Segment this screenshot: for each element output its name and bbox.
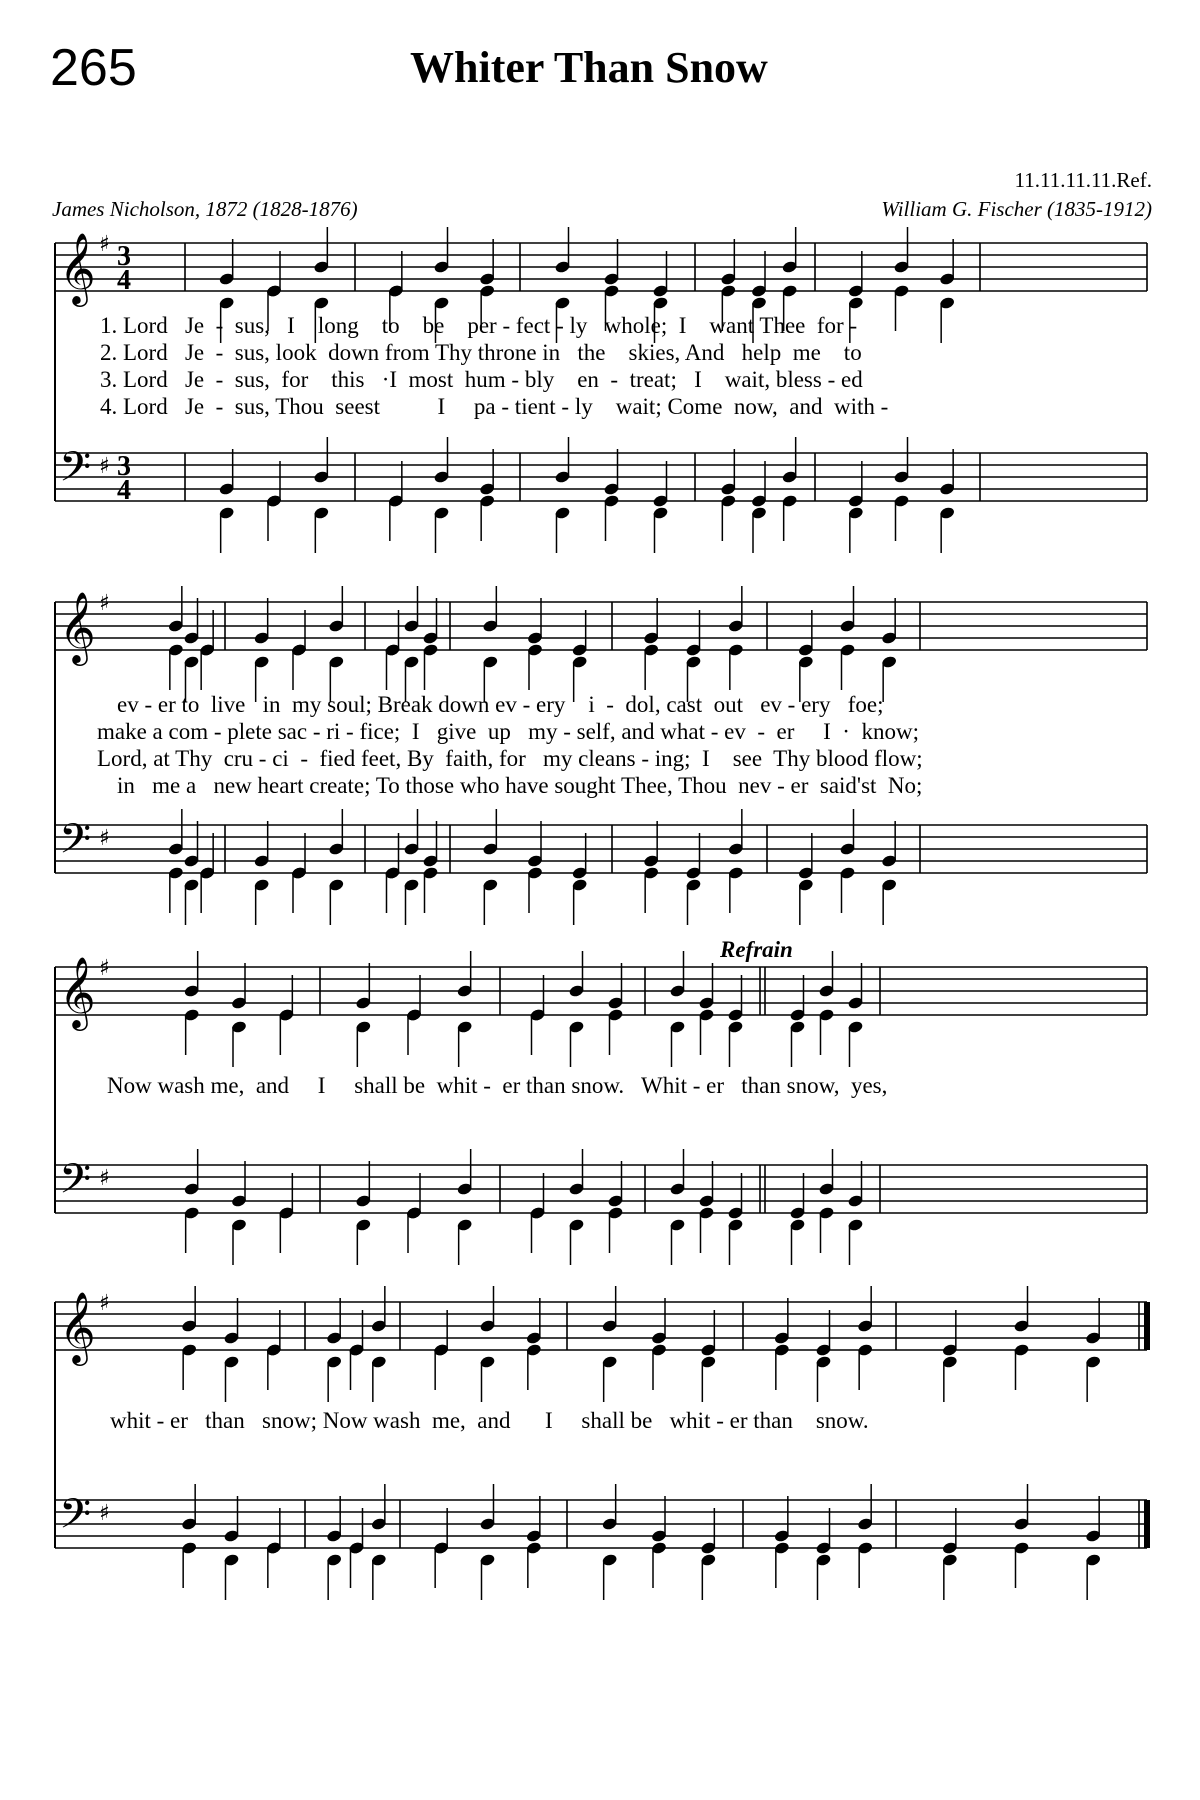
treble-clef-icon: 𝄞 [59, 231, 96, 304]
grand-staff [55, 1290, 1150, 1580]
music-system-3 [55, 937, 1150, 1245]
sharp-icon: ♯ [99, 1501, 110, 1526]
time-signature-digit: 4 [117, 265, 131, 296]
hymn-title: Whiter Than Snow [410, 43, 768, 92]
lyric-line-verse-3: 3. Lord Je - sus, for this ·I most hum - bly en - treat; I wait, bless - ed [100, 367, 863, 392]
lyric-line-refrain: whit - er than snow; Now wash me, and I shall be whit - er than snow. [110, 1408, 869, 1433]
treble-clef-icon: 𝄞 [59, 590, 96, 663]
composer-credit: William G. Fischer (1835-1912) [881, 197, 1152, 221]
time-signature-digit: 3 [117, 451, 131, 482]
sharp-icon: ♯ [99, 591, 110, 616]
sharp-icon: ♯ [99, 1291, 110, 1316]
sharp-icon: ♯ [99, 956, 110, 981]
lyric-line-verse-1: ev - er to live in my soul; Break down ev - ery i - dol, cast out ev - ery foe; [117, 692, 884, 717]
music-system-4 [55, 1290, 1150, 1580]
sharp-icon: ♯ [99, 232, 110, 257]
refrain-label: Refrain [720, 937, 793, 962]
bass-clef-icon: 𝄢 [59, 443, 92, 501]
lyric-line-verse-4: in me a new heart create; To those who have sought Thee, Thou nev - er said'st No; [117, 773, 923, 798]
lyric-line-verse-4: 4. Lord Je - sus, Thou seest I pa - tient - ly wait; Come now, and with - [100, 394, 889, 419]
meter: 11.11.11.11.Ref. [1014, 168, 1152, 192]
bass-clef-icon: 𝄢 [59, 815, 92, 873]
hymn-number: 265 [50, 39, 137, 97]
sharp-icon: ♯ [99, 454, 110, 479]
lyric-line-refrain: Now wash me, and I shall be whit - er than snow. Whit - er than snow, yes, [107, 1073, 888, 1098]
lyric-line-verse-3: Lord, at Thy cru - ci - fied feet, By faith, for my cleans - ing; I see Thy blood flow; [97, 746, 923, 771]
lyric-line-verse-1: 1. Lord Je - sus, I long to be per - fect - ly whole; I want Thee for - [100, 313, 858, 338]
treble-clef-icon: 𝄞 [59, 1290, 96, 1363]
sharp-icon: ♯ [99, 826, 110, 851]
grand-staff [55, 955, 1150, 1245]
sharp-icon: ♯ [99, 1166, 110, 1191]
treble-clef-icon: 𝄞 [59, 955, 96, 1028]
bass-clef-icon: 𝄢 [59, 1155, 92, 1213]
lyric-line-verse-2: 2. Lord Je - sus, look down from Thy throne in the skies, And help me to [100, 340, 862, 365]
music-system-2 [55, 590, 1150, 910]
music-system-1 [55, 225, 1150, 530]
time-signature-digit: 3 [117, 241, 131, 272]
time-signature-digit: 4 [117, 475, 131, 506]
bass-clef-icon: 𝄢 [59, 1490, 92, 1548]
lyricist-credit: James Nicholson, 1872 (1828-1876) [52, 197, 358, 221]
lyric-line-verse-2: make a com - plete sac - ri - fice; I give up my - self, and what - ev - er I · know; [97, 719, 919, 744]
